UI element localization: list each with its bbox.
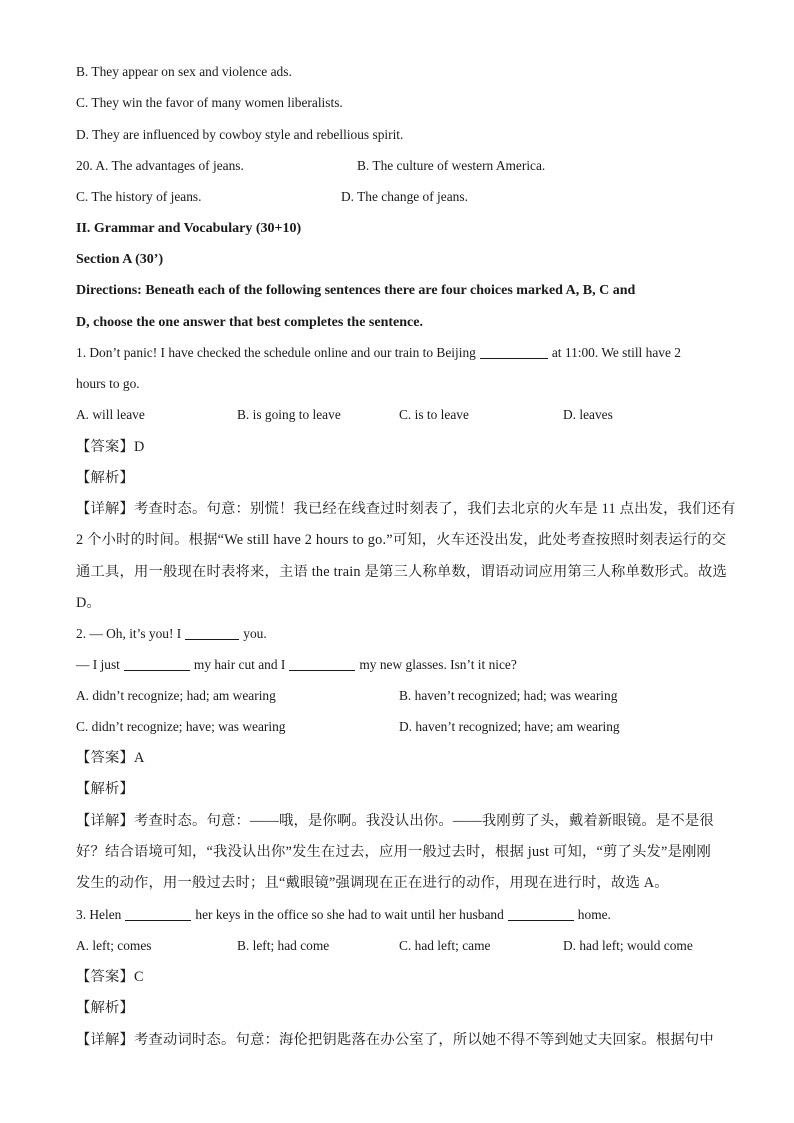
q1-stem-part1: 1. Don’t panic! I have checked the schedule online and our train to Beijing [76, 345, 476, 360]
q2-line1-part1: 2. — Oh, it’s you! I [76, 626, 182, 641]
q2-analysis-label: 【解析】 [76, 781, 134, 797]
q1-option-a: A. will leave [76, 407, 145, 422]
q1-answer: 【答案】D [76, 439, 145, 455]
q2-option-d: D. haven’t recognized; have; am wearing [399, 719, 620, 734]
q3-stem-part3: home. [577, 907, 611, 922]
q3-detail-line-1: 【详解】考查动词时态。句意：海伦把钥匙落在办公室了，所以她不得不等到她丈夫回家。根据句中 [76, 1032, 714, 1048]
q1-detail-line-3: 通工具，用一般现在时表将来，主语 the train 是第三人称单数，谓语动词应用第三人称单数形式。故选 [76, 564, 727, 580]
q2-line2-part1: — I just [76, 657, 120, 672]
directions-line-1: Directions: Beneath each of the following sentences there are four choices marked A, B, C and [76, 283, 636, 298]
q19-option-b: B. They appear on sex and violence ads. [76, 64, 292, 79]
q1-stem [76, 343, 681, 363]
q3-answer: 【答案】C [76, 969, 144, 985]
q3-option-b: B. left; had come [237, 938, 330, 953]
q1-blank [480, 344, 548, 359]
q2-blank-1 [185, 625, 239, 640]
q2-detail-line-2: 好？结合语境可知，“我没认出你”发生在过去，应用一般过去时，根据 just 可知，“剪了头发”是刚刚 [76, 844, 712, 860]
q1-detail-line-1: 【详解】考查时态。句意：别慌！我已经在线查过时刻表了，我们去北京的火车是 11 点出发，我们还有 [76, 501, 736, 517]
q2-blank-3 [289, 656, 355, 671]
q3-stem-part1: 3. Helen [76, 907, 122, 922]
q3-option-d: D. had left; would come [563, 938, 693, 953]
q1-option-b: B. is going to leave [237, 407, 341, 422]
q2-detail-line-1: 【详解】考查时态。句意：——哦，是你啊。我没认出你。——我刚剪了头，戴着新眼镜。是不是很 [76, 813, 714, 829]
q1-stem-part2: at 11:00. We still have 2 [551, 345, 681, 360]
q3-stem-part2: her keys in the office so she had to wait until her husband [195, 907, 504, 922]
q1-detail-line-4: D。 [76, 595, 102, 611]
q1-stem-line2: hours to go. [76, 376, 140, 391]
q1-option-d: D. leaves [563, 407, 613, 422]
q19-option-c: C. They win the favor of many women liberalists. [76, 95, 343, 110]
q2-line2-part3: my new glasses. Isn’t it nice? [359, 657, 517, 672]
q19-option-d: D. They are influenced by cowboy style and rebellious spirit. [76, 127, 404, 142]
q2-line-1 [76, 624, 267, 644]
q3-stem [76, 905, 611, 925]
q20-option-b: B. The culture of western America. [357, 158, 546, 173]
section-a-heading: Section A (30’) [76, 252, 164, 267]
q2-answer: 【答案】A [76, 750, 145, 766]
q3-option-c: C. had left; came [399, 938, 491, 953]
q2-detail-line-3: 发生的动作，用一般过去时；且“戴眼镜”强调现在正在进行的动作，用现在进行时，故选 A。 [76, 875, 669, 891]
q2-option-b: B. haven’t recognized; had; was wearing [399, 688, 618, 703]
q2-line2-part2: my hair cut and I [193, 657, 286, 672]
q3-blank-2 [508, 906, 574, 921]
q2-option-a: A. didn’t recognize; had; am wearing [76, 688, 276, 703]
q3-blank-1 [125, 906, 191, 921]
q3-analysis-label: 【解析】 [76, 1000, 134, 1016]
directions-line-2: D, choose the one answer that best completes the sentence. [76, 315, 423, 330]
q1-analysis-label: 【解析】 [76, 470, 134, 486]
q1-option-c: C. is to leave [399, 407, 469, 422]
q2-blank-2 [124, 656, 190, 671]
q20-option-a: 20. A. The advantages of jeans. [76, 158, 244, 173]
q20-option-d: D. The change of jeans. [341, 189, 468, 204]
part2-heading: II. Grammar and Vocabulary (30+10) [76, 221, 302, 236]
q2-line-2 [76, 655, 517, 675]
q2-line1-part2: you. [243, 626, 267, 641]
q2-option-c: C. didn’t recognize; have; was wearing [76, 719, 286, 734]
q20-option-c: C. The history of jeans. [76, 189, 202, 204]
q1-detail-line-2: 2 个小时的时间。根据“We still have 2 hours to go.”可知，火车还没出发，此处考查按照时刻表运行的交 [76, 532, 727, 548]
q3-option-a: A. left; comes [76, 938, 152, 953]
